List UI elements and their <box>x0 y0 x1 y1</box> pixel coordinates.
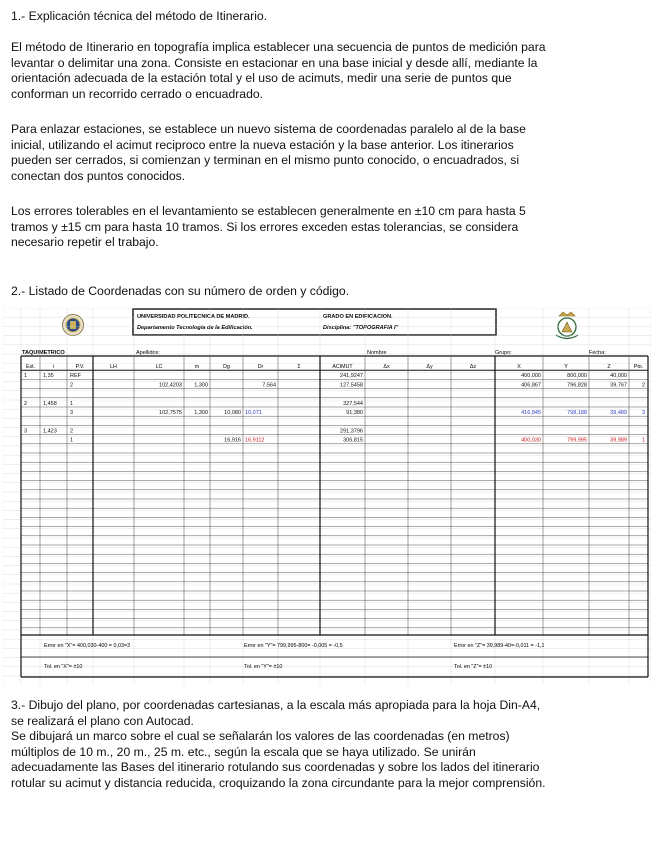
text-line: Los errores tolerables en el levantamiento se establecen generalmente en ±10 cm para hasta 5 <box>11 204 526 218</box>
column-header: Est. <box>25 364 36 370</box>
tolerance-y: Tol. en "Y"= ±10 <box>244 664 283 670</box>
error-z: Error en "Z"= 39,989-40=-0,011 = -1,1 <box>454 643 545 649</box>
grid-lines <box>3 308 651 684</box>
section-1-title: 1.- Explicación técnica del método de Itinerario. <box>11 9 268 23</box>
column-header: Σ <box>297 364 301 370</box>
table-cell-z: 40,000 <box>610 373 627 380</box>
table-cell-i: 1,458 <box>43 400 57 407</box>
text-line: Se dibujará un marco sobre el cual se señalarán los valores de las coordenadas (en metros) <box>11 729 510 744</box>
text-line: conforman un recorrido cerrado o encuadrado. <box>11 86 264 101</box>
tolerance-z: Tol. en "Z"= ±10 <box>454 664 493 670</box>
column-header: Δy <box>426 364 433 370</box>
table-cell-x: 400,000 <box>521 373 541 380</box>
column-header: Z <box>607 364 611 370</box>
section-2-title: 2.- Listado de Coordenadas con su número de orden y código. <box>11 284 350 298</box>
column-header: X <box>517 364 521 370</box>
table-cell-pv: 3 <box>70 410 74 416</box>
column-header: ACIMUT <box>332 364 353 370</box>
table-cell-pv: 2 <box>70 382 74 389</box>
table-cell-dg: 10,080 <box>224 410 241 416</box>
column-header: Δz <box>469 364 477 370</box>
table-cell-z: 39,489 <box>610 410 627 416</box>
label-taquimetrico: TAQUIMETRICO <box>22 350 65 356</box>
column-header: m <box>194 364 200 370</box>
table-cell-acimut: 241,9247 <box>340 373 363 380</box>
section-1-paragraph-2 <box>11 122 641 184</box>
table-cell-acimut: 291,3796 <box>340 428 363 435</box>
text-line: se realizará el plano con Autocad. <box>11 713 194 728</box>
text-line: 3.- Dibujo del plano, por coordenadas cartesianas, a la escala más apropiada para la hoja Din-A4, <box>11 698 541 712</box>
error-x: Error en "X"= 400,030-400 = 0,03=3 <box>44 643 131 649</box>
coordinates-spreadsheet <box>3 308 651 684</box>
label-grupo: Grupo: <box>495 350 512 356</box>
table-cell-pv: 2 <box>70 428 74 435</box>
table-cell-dr: 16,9112 <box>245 437 265 444</box>
table-cell-acimut: 327,544 <box>343 400 363 407</box>
column-header: LH <box>110 364 117 370</box>
text-line: adecuadamente las Bases del itinerario rotulando sus coordenadas y sobre los lados del itinerario <box>11 760 540 775</box>
text-line: tramos y ±15 cm para hasta 10 tramos. Si los errores exceden estas tolerancias, se considera <box>11 219 519 234</box>
column-header: Y <box>564 364 568 370</box>
table-cell-z: 39,989 <box>610 437 627 444</box>
text-line: pueden ser cerrados, si comienzan y terminan en el mismo punto conocido, o encuadrados, si <box>11 153 520 168</box>
table-cell-y: 798,188 <box>567 410 587 416</box>
table-cell-acimut: 91,380 <box>346 410 363 416</box>
table-cell-acimut: 306,815 <box>343 437 363 444</box>
header-box <box>133 309 496 335</box>
table-cell-pv: REF <box>70 373 81 380</box>
table-cell-acimut: 127,5458 <box>340 382 363 389</box>
school-crest-logo <box>556 312 578 339</box>
column-header: Δx <box>383 364 390 370</box>
column-header: Pto. <box>633 364 644 370</box>
table-cell-i: 1,423 <box>43 428 57 435</box>
spreadsheet-grid <box>3 308 651 684</box>
section-3 <box>11 698 641 792</box>
table-cell-x: 400,030 <box>521 437 541 444</box>
table-cell-dg: 16,916 <box>224 437 241 444</box>
text-line: Para enlazar estaciones, se establece un nuevo sistema de coordenadas paralelo al de la base <box>11 122 526 136</box>
table-cell-pto: 1 <box>641 437 645 444</box>
table-cell-pv: 1 <box>70 400 74 407</box>
table-cell-x: 416,845 <box>521 410 541 416</box>
text-line: El método de Itinerario en topografía implica establecer una secuencia de puntos de medición para <box>11 40 546 54</box>
table-cell-est: 3 <box>24 428 28 435</box>
column-header: Dr <box>257 364 264 370</box>
column-header: LC <box>155 364 163 370</box>
table-cell-i: 1,35 <box>43 373 54 380</box>
section-1-paragraph-3 <box>11 204 641 251</box>
text-line: levantar o delimitar una zona. Consiste en estacionar en una base inicial y desde allí, mediante la <box>11 55 538 70</box>
header-discipline: Disciplina: "TOPOGRAFIA I" <box>323 325 399 331</box>
table-cell-m: 1,300 <box>194 382 208 389</box>
table-cell-pv: 1 <box>70 437 74 444</box>
table-cell-y: 796,828 <box>567 382 587 389</box>
header-department: Departamento Tecnología de la Edificación. <box>137 325 253 331</box>
header-degree: GRADO EN EDIFICACION. <box>323 314 393 320</box>
table-cell-m: 1,300 <box>194 410 208 416</box>
section-1-paragraph-1 <box>11 40 641 102</box>
text-line: inicial, utilizando el acimut reciproco entre la nueva estación y la base anterior. Los itinerarios <box>11 137 514 152</box>
error-y: Error en "Y"= 799,995-800= -0,005 = -0,5 <box>244 643 343 649</box>
text-line: rotular su acimut y distancia reducida, croquizando la zona circundante para la mejor comprensión. <box>11 775 546 790</box>
table-cell-pto: 3 <box>641 410 645 416</box>
table-cell-est: 1 <box>24 373 28 380</box>
table-cell-dr: 10,071 <box>245 410 262 416</box>
column-header: P.V. <box>75 364 85 370</box>
text-line: orientación adecuada de la estación total y el uso de acimuts, medir una serie de puntos que <box>11 71 512 86</box>
column-header: i <box>52 364 55 370</box>
table-cell-dr: 7,564 <box>262 382 276 389</box>
text-line: múltiplos de 10 m., 20 m., 25 m. etc., según la escala que se haya utilizado. Se unirán <box>11 744 476 759</box>
header-university: UNIVERSIDAD POLITECNICA DE MADRID. <box>137 314 250 320</box>
label-apellidos: Apellidos: <box>136 350 160 356</box>
column-headers <box>26 364 643 370</box>
table-cell-y: 799,995 <box>567 437 587 444</box>
table-cell-lc: 102,7575 <box>159 410 182 416</box>
university-seal-logo <box>63 315 84 336</box>
text-line: necesario repetir el trabajo. <box>11 235 159 250</box>
table-cell-pto: 2 <box>641 382 645 389</box>
tolerance-x: Tol. en "X"= ±10 <box>44 664 83 670</box>
table-cell-x: 406,867 <box>521 382 541 389</box>
data-rows <box>24 373 645 443</box>
table-cell-est: 2 <box>24 400 28 407</box>
table-cell-lc: 102,4203 <box>159 382 182 389</box>
text-line: conectan dos puntos conocidos. <box>11 168 186 183</box>
column-header: Dg <box>223 364 230 370</box>
label-nombre: Nombre <box>367 350 387 356</box>
table-cell-y: 800,000 <box>567 373 587 380</box>
label-fecha: Fecha: <box>589 350 606 356</box>
table-cell-z: 39,767 <box>610 382 627 389</box>
